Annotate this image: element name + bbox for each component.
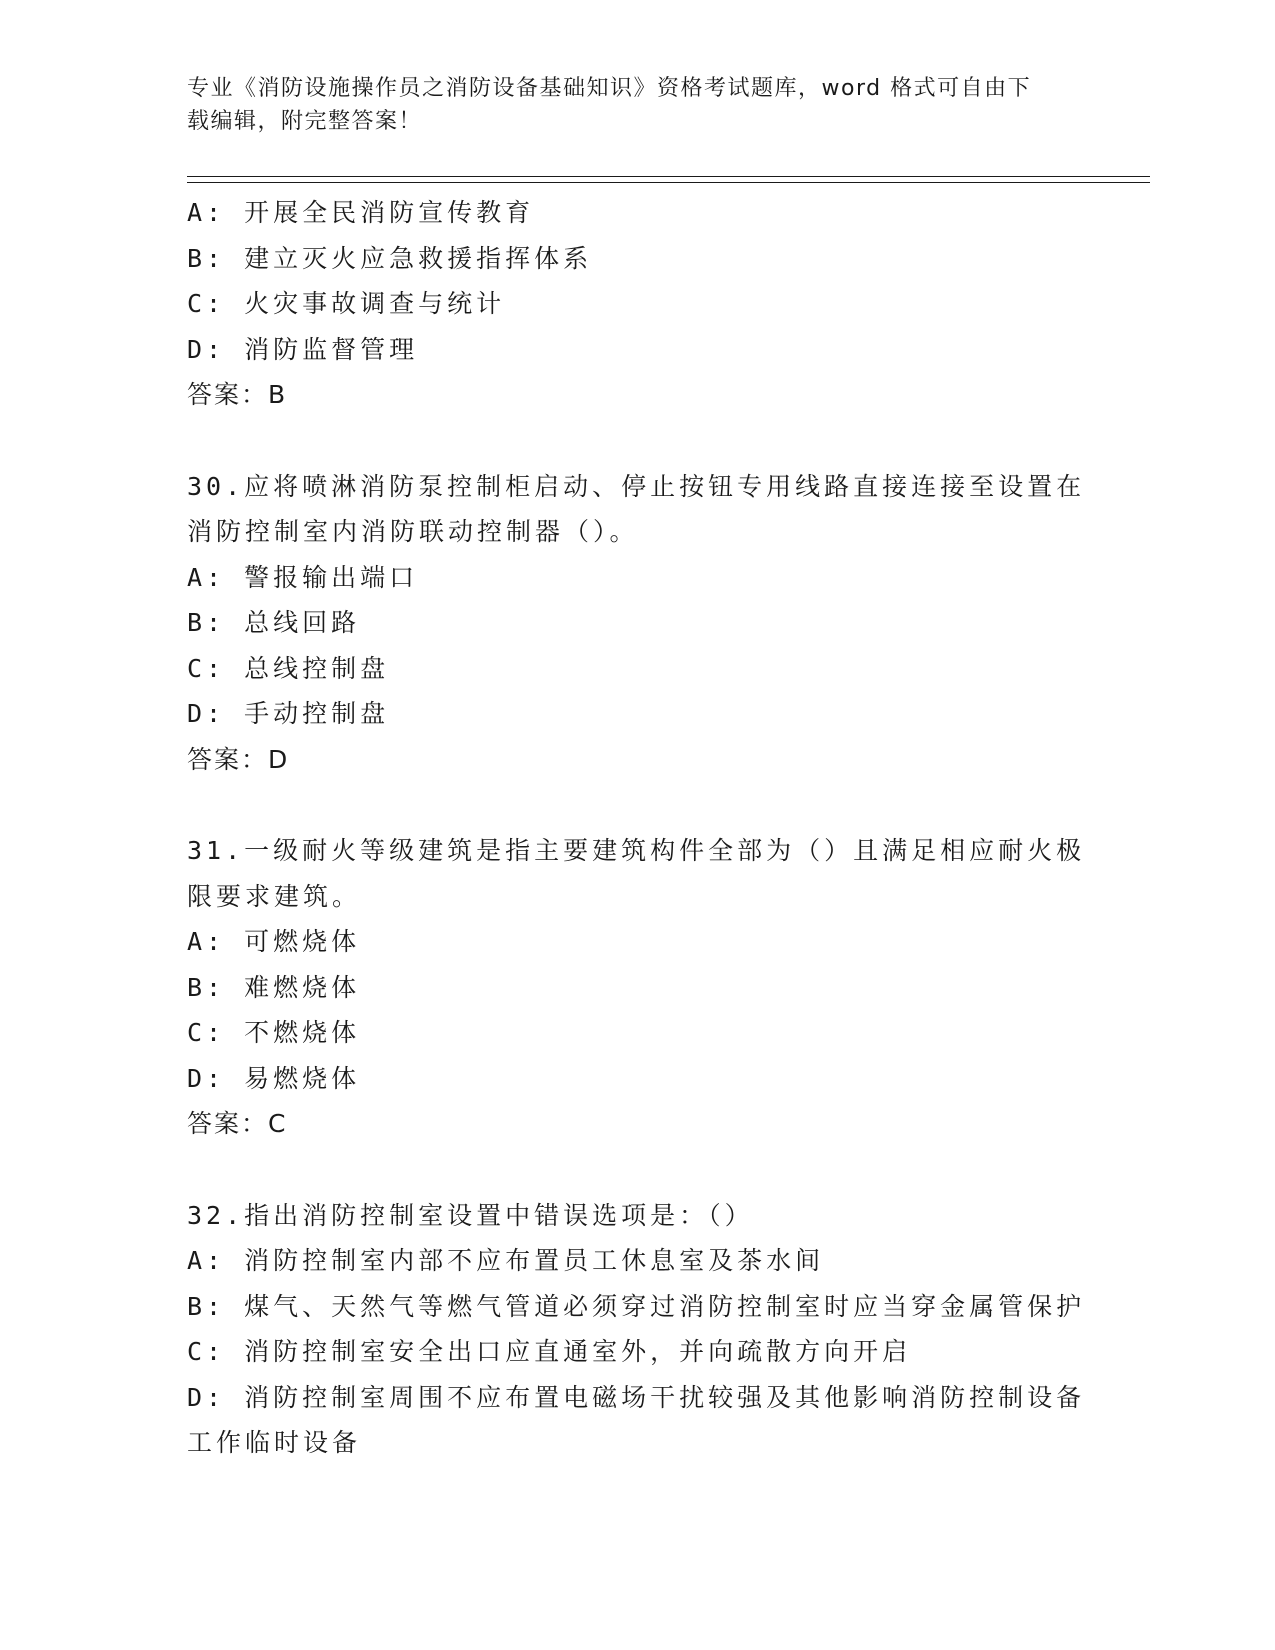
option-d-line-1: D: 消防控制室周围不应布置电磁场干扰较强及其他影响消防控制设备 bbox=[187, 1382, 1086, 1412]
question-stem-line-1: 30.应将喷淋消防泵控制柜启动、停止按钮专用线路直接连接至设置在 bbox=[187, 471, 1086, 501]
option-a: A: 消防控制室内部不应布置员工休息室及茶水间 bbox=[187, 1246, 825, 1275]
option-d: D: 易燃烧体 bbox=[187, 1063, 361, 1093]
option-b: B: 总线回路 bbox=[187, 608, 361, 637]
option-b: B: 建立灭火应急救援指挥体系 bbox=[187, 243, 593, 273]
question-spacer bbox=[187, 1147, 1067, 1193]
answer-label: 答案：D bbox=[187, 744, 290, 774]
option-a: A: 警报输出端口 bbox=[187, 562, 419, 592]
answer-label: 答案：B bbox=[187, 380, 288, 409]
option-a: A: 开展全民消防宣传教育 bbox=[187, 198, 535, 227]
header-line-2: 载编辑，附完整答案！ bbox=[187, 109, 423, 134]
header-divider-top bbox=[187, 176, 1150, 177]
option-b: B: 煤气、天然气等燃气管道必须穿过消防控制室时应当穿金属管保护 bbox=[187, 1291, 1086, 1321]
header-line-1: 专业《消防设施操作员之消防设备基础知识》资格考试题库，word 格式可自由下 bbox=[187, 76, 1032, 101]
question-spacer bbox=[187, 782, 1067, 828]
question-stem-line-1: 31.一级耐火等级建筑是指主要建筑构件全部为（）且满足相应耐火极 bbox=[187, 836, 1086, 865]
option-a: A: 可燃烧体 bbox=[187, 927, 361, 956]
question-30 bbox=[187, 464, 1086, 783]
question-stem-line-2: 限要求建筑。 bbox=[187, 881, 362, 911]
option-c: C: 火灾事故调查与统计 bbox=[187, 289, 506, 318]
option-d-line-2: 工作临时设备 bbox=[187, 1428, 362, 1457]
question-spacer bbox=[187, 418, 1067, 464]
option-c: C: 总线控制盘 bbox=[187, 653, 390, 683]
question-32 bbox=[187, 1193, 1086, 1466]
answer-label: 答案：C bbox=[187, 1109, 288, 1138]
question-31 bbox=[187, 828, 1086, 1147]
document-header bbox=[187, 72, 1067, 138]
header-divider-bottom bbox=[187, 182, 1150, 183]
question-29 bbox=[187, 190, 1067, 418]
option-d: D: 手动控制盘 bbox=[187, 699, 390, 728]
option-d: D: 消防监督管理 bbox=[187, 334, 419, 364]
option-c: C: 消防控制室安全出口应直通室外，并向疏散方向开启 bbox=[187, 1337, 912, 1366]
question-stem: 32.指出消防控制室设置中错误选项是：（） bbox=[187, 1200, 754, 1230]
question-stem-line-2: 消防控制室内消防联动控制器（）。 bbox=[187, 517, 639, 546]
option-b: B: 难燃烧体 bbox=[187, 972, 361, 1002]
question-list bbox=[187, 190, 1086, 1466]
option-c: C: 不燃烧体 bbox=[187, 1018, 361, 1047]
